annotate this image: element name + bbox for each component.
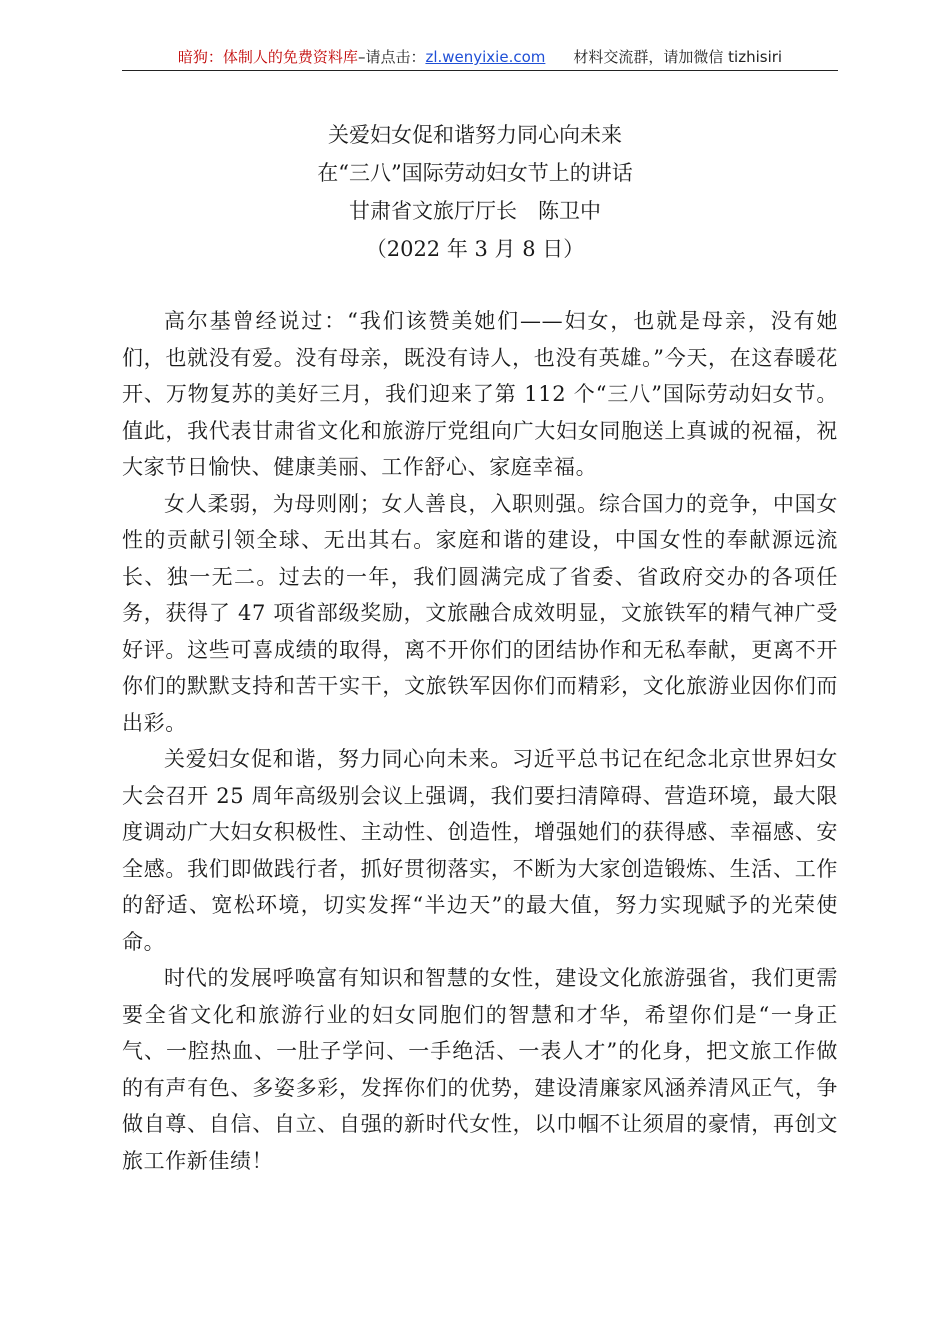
document-body xyxy=(122,303,838,1179)
header-brand: 暗狗：体制人的免费资料库 xyxy=(177,48,358,66)
document-title: 关爱妇女促和谐努力同心向未来 xyxy=(328,123,622,147)
document-subtitle: 在“三八”国际劳动妇女节上的讲话 xyxy=(317,161,633,185)
document-date: （2022 年 3 月 8 日） xyxy=(365,237,585,261)
header-prompt: –请点击： xyxy=(357,48,426,66)
paragraph: 高尔基曾经说过：“我们该赞美她们——妇女，也就是母亲，没有她们，也就没有爱。没有母亲，既没有诗人，也没有英雄。”今天，在这春暖花开、万物复苏的美好三月，我们迎来了第 112 个“三八”国际劳动妇女节。值此，我代表甘肃省文化和旅游厅党组向广大妇女同胞送上真诚的祝福，祝大家节日愉快、健康美丽、工作舒心、家庭幸福。 xyxy=(122,309,838,479)
document-author: 甘肃省文旅厅厅长 陈卫中 xyxy=(349,199,601,223)
header-contact: 材料交流群，请加微信 tizhisiri xyxy=(573,48,783,66)
page-header xyxy=(122,44,838,71)
header-link[interactable]: zl.wenyixie.com xyxy=(425,48,546,66)
paragraph: 时代的发展呼唤富有知识和智慧的女性，建设文化旅游强省，我们更需要全省文化和旅游行业的妇女同胞们的智慧和才华，希望你们是“一身正气、一腔热血、一肚子学问、一手绝活、一表人才”的化身，把文旅工作做的有声有色、多姿多彩，发挥你们的优势，建设清廉家风涵养清风正气，争做自尊、自信、自立、自强的新时代女性，以巾帼不让须眉的豪情，再创文旅工作新佳绩！ xyxy=(122,966,838,1173)
paragraph: 关爱妇女促和谐，努力同心向未来。习近平总书记在纪念北京世界妇女大会召开 25 周年高级别会议上强调，我们要扫清障碍、营造环境，最大限度调动广大妇女积极性、主动性、创造性，增强她们的获得感、幸福感、安全感。我们即做践行者，抓好贯彻落实，不断为大家创造锻炼、生活、工作的舒适、宽松环境，切实发挥“半边天”的最大值，努力实现赋予的光荣使命。 xyxy=(122,747,838,954)
paragraph: 女人柔弱，为母则刚；女人善良，入职则强。综合国力的竞争，中国女性的贡献引领全球、无出其右。家庭和谐的建设，中国女性的奉献源远流长、独一无二。过去的一年，我们圆满完成了省委、省政府交办的各项任务，获得了 47 项省部级奖励，文旅融合成效明显，文旅铁军的精气神广受好评。这些可喜成绩的取得，离不开你们的团结协作和无私奉献，更离不开你们的默默支持和苦干实干，文旅铁军因你们而精彩，文化旅游业因你们而出彩。 xyxy=(122,491,838,735)
document-title-block xyxy=(0,116,950,268)
